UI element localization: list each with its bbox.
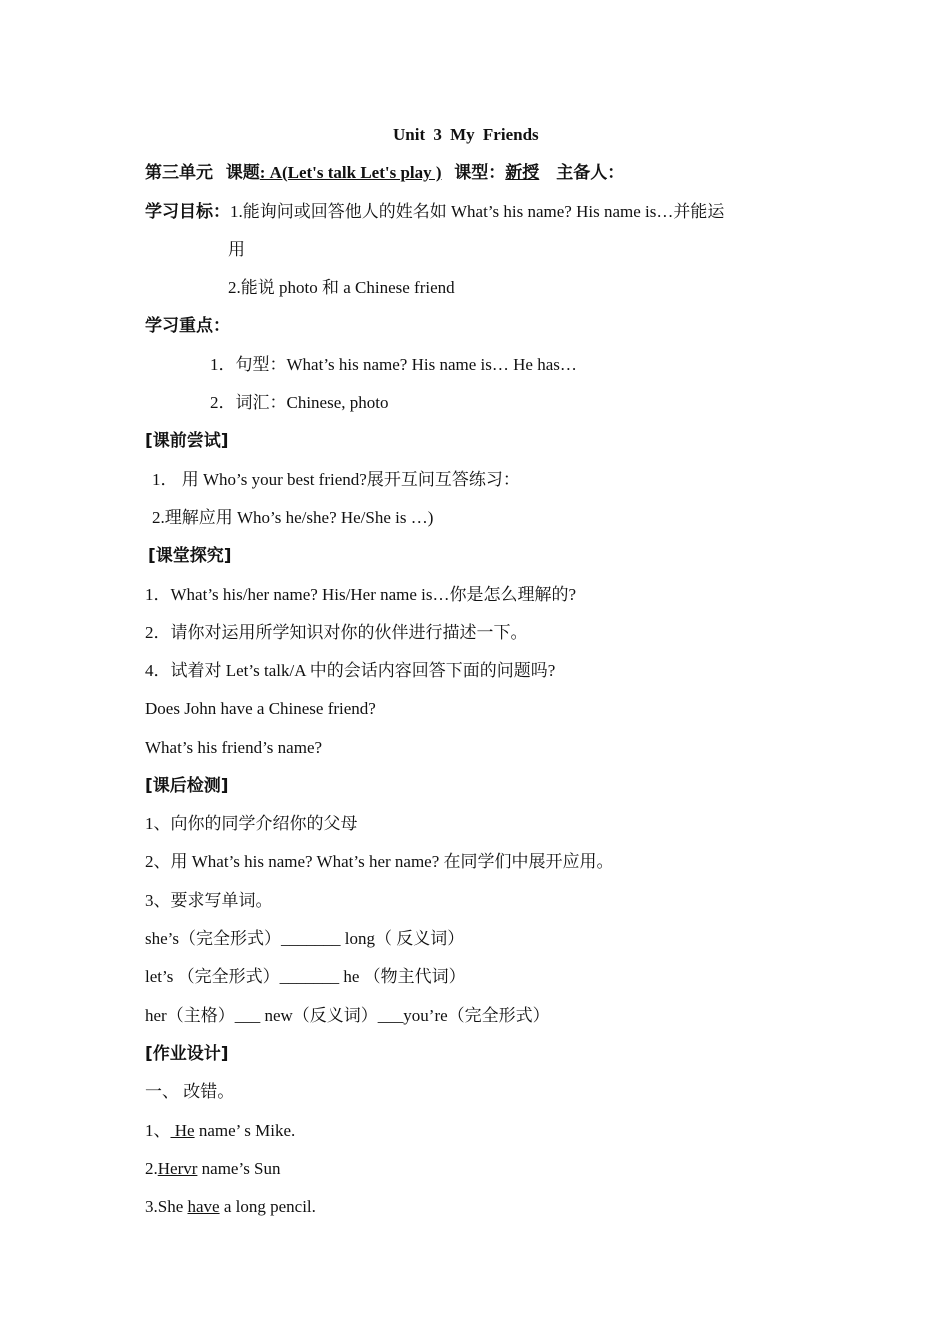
correction-1 (145, 1120, 295, 1142)
lesson-type-label: 课型： (454, 163, 506, 183)
homework-section: 一、 改错。 (145, 1082, 235, 1101)
correction-3-number: 3.She (145, 1197, 188, 1216)
correction-2-rest: name’s Sun (197, 1159, 281, 1178)
key-points-label: 学习重点： (145, 316, 230, 336)
key-point-1: 1．句型：What’s his name? His name is… He has… (210, 355, 577, 374)
correction-3-rest: a long pencil. (219, 1197, 316, 1216)
key-point-2: 2．词汇：Chinese, photo (210, 393, 389, 412)
objective-1-cont: 用 (228, 240, 245, 259)
check-item-1: 1、向你的同学介绍你的父母 (145, 814, 358, 833)
check-item-3: 3、要求写单词。 (145, 891, 273, 910)
objectives-label: 学习目标： (145, 202, 230, 222)
document-title: Unit 3 My Friends (393, 125, 539, 144)
correction-2-error: Hervr (157, 1159, 198, 1178)
correction-1-error: He (170, 1121, 195, 1140)
explore-label: [课堂探究] (148, 546, 232, 566)
preview-item-2: 2.理解应用 Who’s he/she? He/She is …) (152, 508, 434, 527)
preview-item-1: 1． 用 Who’s your best friend?展开互问互答练习： (152, 470, 520, 489)
topic-label: 课题 (225, 163, 260, 183)
lesson-type-value: 新授 (505, 163, 540, 183)
correction-3-error: have (187, 1197, 220, 1216)
objective-1: 1.能询问或回答他人的姓名如 What’s his name? His name is…并能运 (230, 202, 725, 221)
correction-2 (145, 1158, 281, 1180)
unit-label: 第三单元 (145, 163, 213, 183)
check-label: [课后检测] (145, 776, 229, 796)
correction-1-rest: name’ s Mike. (194, 1121, 296, 1140)
objectives-line (145, 201, 724, 223)
check-row-1: she’s（完全形式）_______ long（ 反义词） (145, 929, 465, 948)
preview-label: [课前尝试] (145, 431, 229, 451)
homework-label: [作业设计] (145, 1044, 229, 1064)
header-line (145, 162, 624, 184)
topic-value: : A(Let's talk Let's play ) (259, 163, 442, 182)
explore-item-3: 4．试着对 Let’s talk/A 中的会话内容回答下面的问题吗? (145, 661, 556, 680)
objective-2: 2.能说 photo 和 a Chinese friend (228, 278, 455, 297)
preparer-label: 主备人： (556, 163, 625, 183)
check-row-3: her（主格）___ new（反义词）___you’re（完全形式） (145, 1006, 550, 1025)
explore-question-1: Does John have a Chinese friend? (145, 699, 376, 718)
check-row-2: let’s （完全形式）_______ he （物主代词） (145, 967, 466, 986)
explore-item-2: 2．请你对运用所学知识对你的伙伴进行描述一下。 (145, 623, 528, 642)
correction-3 (145, 1196, 316, 1218)
explore-item-1: 1．What’s his/her name? His/Her name is…你是怎么理解的? (145, 585, 577, 604)
correction-2-number: 2. (145, 1159, 158, 1178)
correction-1-number: 1、 (145, 1121, 171, 1140)
check-item-2: 2、用 What’s his name? What’s her name? 在同学们中展开应用。 (145, 852, 614, 871)
explore-question-2: What’s his friend’s name? (145, 738, 323, 757)
